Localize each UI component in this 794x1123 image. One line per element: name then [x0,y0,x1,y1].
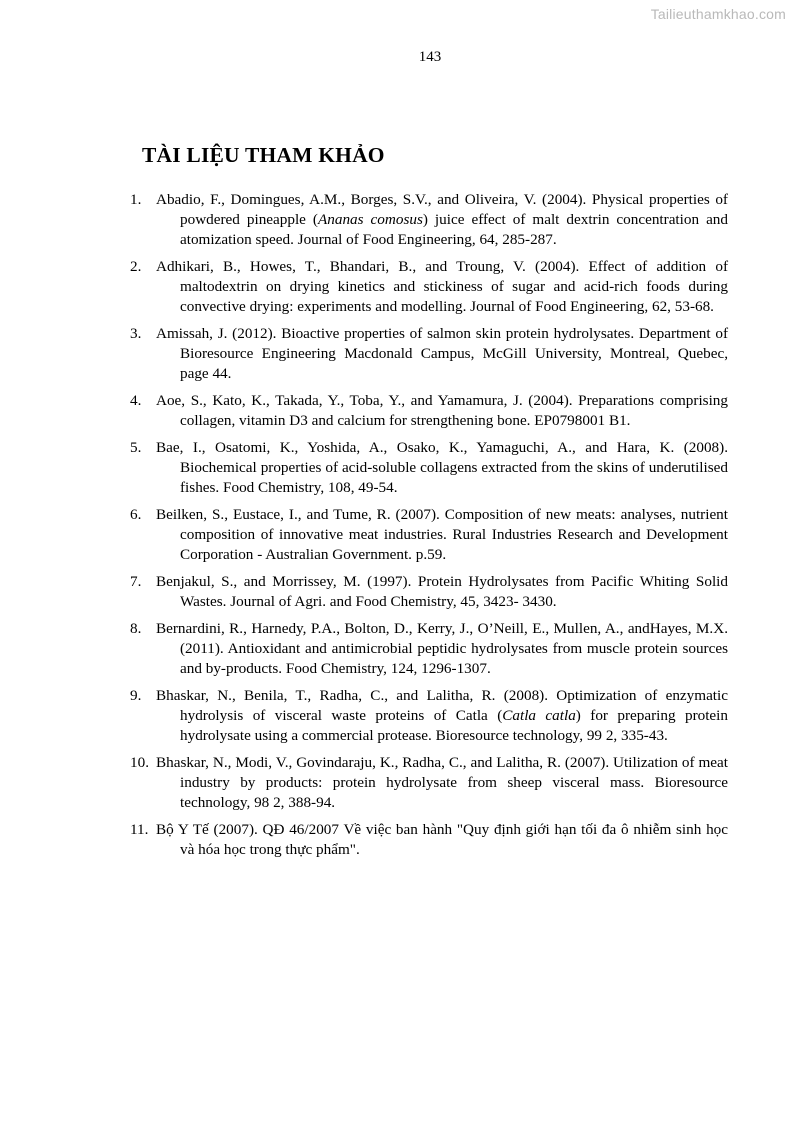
reference-species-name: Catla catla [502,707,576,724]
reference-text [156,257,728,317]
reference-item [130,619,728,679]
reference-text-rest: ) for preparing protein hydrolysate using a commercial protease. Bioresource technology, 99 2, 335-43. [180,707,728,744]
reference-item [130,686,728,746]
reference-item [130,820,728,860]
reference-item [130,753,728,813]
reference-text-main: Abadio, F., Domingues, A.M., Borges, S.V., and Oliveira, V. (2004). Physical properties of powdered pineapple ( [156,191,728,228]
reference-item [130,438,728,498]
reference-text [156,505,728,565]
reference-item [130,391,728,431]
reference-item [130,257,728,317]
reference-number: 9. [130,687,142,704]
reference-text-main: Adhikari, B., Howes, T., Bhandari, B., and Troung, V. (2004). Effect of addition of maltodextrin on drying kinetics and stickiness of sugar and acid-rich foods during convective drying: experiments and modelling. Journal of Food Engineering, 62, 53-68. [156,258,728,315]
reference-text-main: Bernardini, R., Harnedy, P.A., Bolton, D., Kerry, J., O’Neill, E., Mullen, A., andHayes, M.X. (2011). Antioxidant and antimicrobial peptidic hydrolysates from muscle protein sources and by-products. Food Chemistry, 124, 1296-1307. [156,620,728,677]
reference-item [130,505,728,565]
reference-item [130,190,728,250]
reference-text-rest: ) juice effect of malt dextrin concentration and atomization speed. Journal of Food Engineering, 64, 285-287. [180,211,728,248]
reference-list [130,190,728,867]
reference-text [156,438,728,498]
reference-number: 1. [130,191,142,208]
page-number: 143 [418,49,442,65]
reference-item [130,572,728,612]
reference-text [156,324,728,384]
reference-number: 7. [130,573,142,590]
reference-text-main: Bae, I., Osatomi, K., Yoshida, A., Osako, K., Yamaguchi, A., and Hara, K. (2008). Biochemical properties of acid-soluble collagens extracted from the skins of underutilised fishes. Food Chemistry, 108, 49-54. [156,439,728,496]
reference-text-main: Benjakul, S., and Morrissey, M. (1997). Protein Hydrolysates from Pacific Whiting Solid Wastes. Journal of Agri. and Food Chemistry, 45, 3423- 3430. [156,573,728,610]
reference-number: 11. [130,821,149,838]
reference-text-main: Bộ Y Tế (2007). QĐ 46/2007 Về việc ban hành "Quy định giới hạn tối đa ô nhiễm sinh học và hóa học trong thực phẩm". [156,821,728,858]
reference-text [156,820,728,860]
reference-text-main: Amissah, J. (2012). Bioactive properties of salmon skin protein hydrolysates. Department of Bioresource Engineering Macdonald Campus, McGill University, Montreal, Quebec, page 44. [156,325,728,382]
reference-text [156,753,728,813]
reference-text [156,391,728,431]
reference-number: 3. [130,325,142,342]
reference-text [156,619,728,679]
reference-number: 4. [130,392,142,409]
reference-number: 2. [130,258,142,275]
reference-text [156,572,728,612]
reference-text [156,190,728,250]
reference-item [130,324,728,384]
watermark-text: Tailieuthamkhao.com [650,6,786,22]
reference-text-main: Bhaskar, N., Benila, T., Radha, C., and Lalitha, R. (2008). Optimization of enzymatic hydrolysis of visceral waste proteins of Catla ( [156,687,728,724]
reference-number: 6. [130,506,142,523]
reference-text-main: Aoe, S., Kato, K., Takada, Y., Toba, Y., and Yamamura, J. (2004). Preparations comprising collagen, vitamin D3 and calcium for strengthening bone. EP0798001 B1. [156,392,728,429]
reference-species-name: Ananas comosus [317,211,423,228]
reference-text-main: Beilken, S., Eustace, I., and Tume, R. (2007). Composition of new meats: analyses, nutrient composition of innovative meat industries. Rural Industries Research and Development Corporation - Australian Government. p.59. [156,506,728,563]
reference-number: 8. [130,620,142,637]
reference-number: 10. [130,754,149,771]
page-title: TÀI LIỆU THAM KHẢO [142,143,385,167]
reference-text-main: Bhaskar, N., Modi, V., Govindaraju, K., Radha, C., and Lalitha, R. (2007). Utilization of meat industry by products: protein hydrolysate from sheep visceral mass. Bioresource technology, 98 2, 388-94. [156,754,728,811]
reference-text [156,686,728,746]
reference-number: 5. [130,439,142,456]
